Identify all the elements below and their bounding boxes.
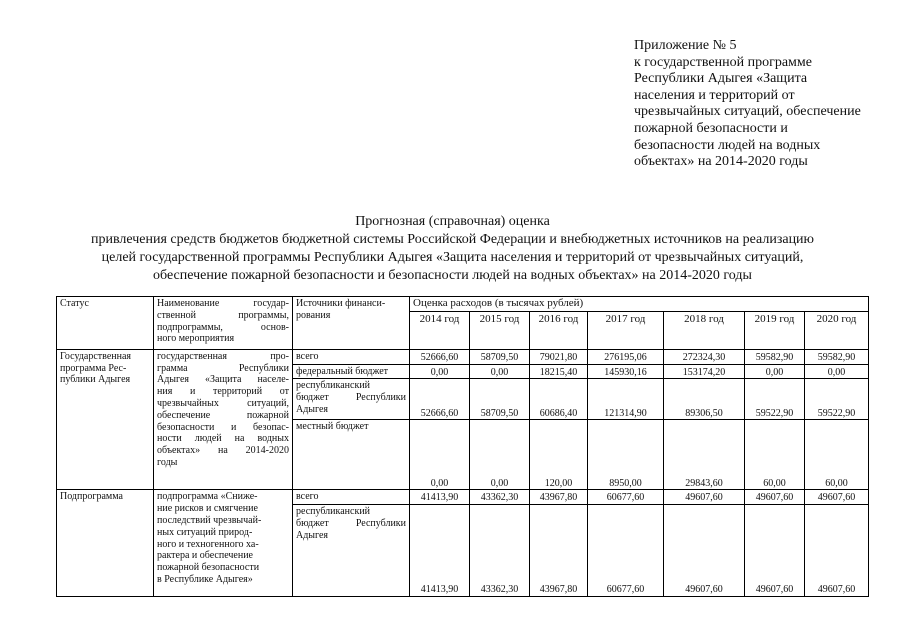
value-cell: 59522,90 xyxy=(745,379,805,420)
value-cell: 60,00 xyxy=(805,420,869,490)
value-cell: 145930,16 xyxy=(588,364,664,379)
value-cell: 49607,60 xyxy=(805,505,869,597)
appendix-line: чрезвычайных ситуаций, обеспечение xyxy=(634,104,861,120)
header-name-line: подпрограммы, основ- xyxy=(157,321,289,333)
header-source-line: Источники финанси- xyxy=(296,298,386,309)
source-line: всего xyxy=(296,350,319,362)
program-name-cell xyxy=(154,349,293,490)
appendix-line: Приложение № 5 xyxy=(634,38,737,53)
year-header: 2020 год xyxy=(805,311,869,349)
source-cell xyxy=(293,379,410,420)
header-source-line: рования xyxy=(296,309,331,321)
header-estimate: Оценка расходов (в тысячах рублей) xyxy=(410,297,869,312)
appendix-note xyxy=(634,38,896,171)
title-line: Прогнозная (справочная) оценка xyxy=(355,214,550,229)
status-line: программа Рес- xyxy=(60,362,127,374)
value-cell: 41413,90 xyxy=(410,505,470,597)
value-cell: 18215,40 xyxy=(530,364,588,379)
appendix-line: Республики Адыгея «Защита xyxy=(634,71,808,87)
value-cell: 276195,06 xyxy=(588,349,664,364)
program-name-line: ных ситуаций природ- xyxy=(157,526,253,538)
source-line: республиканский xyxy=(296,380,371,392)
status-line: публики Адыгея xyxy=(60,374,131,386)
program-name-line: ние рисков и смягчение xyxy=(157,503,258,515)
title-line: привлечения средств бюджетов бюджетной системы Российской Федерации и внебюджетных источников на реализацию xyxy=(90,232,815,247)
program-name-line: объектах» на 2014-2020 xyxy=(157,445,289,457)
title-line: целей государственной программы Республики Адыгея «Защита населения и территорий от чрезвычайных ситуаций, xyxy=(101,250,804,265)
value-cell: 60677,60 xyxy=(588,505,664,597)
value-cell: 0,00 xyxy=(745,364,805,379)
program-name-cell xyxy=(154,490,293,597)
value-cell: 52666,60 xyxy=(410,349,470,364)
program-name-line: годы xyxy=(157,456,178,468)
value-cell: 79021,80 xyxy=(530,349,588,364)
value-cell: 272324,30 xyxy=(664,349,745,364)
value-cell: 43967,80 xyxy=(530,505,588,597)
program-name-line: подпрограмма «Сниже- xyxy=(157,491,258,503)
table-header-row xyxy=(57,297,869,312)
year-header: 2019 год xyxy=(745,311,805,349)
program-name-line: ности людей на водных xyxy=(157,433,289,445)
value-cell: 52666,60 xyxy=(410,379,470,420)
value-cell: 0,00 xyxy=(470,364,530,379)
value-cell: 49607,60 xyxy=(805,490,869,505)
value-cell: 41413,90 xyxy=(410,490,470,505)
value-cell: 120,00 xyxy=(530,420,588,490)
value-cell: 49607,60 xyxy=(745,490,805,505)
value-cell: 49607,60 xyxy=(664,505,745,597)
status-cell xyxy=(57,490,154,597)
year-header: 2016 год xyxy=(530,311,588,349)
value-cell: 0,00 xyxy=(410,364,470,379)
document-title xyxy=(40,213,865,285)
appendix-line: пожарной безопасности и xyxy=(634,120,788,136)
value-cell: 58709,50 xyxy=(470,349,530,364)
value-cell: 0,00 xyxy=(805,364,869,379)
program-name-line: последствий чрезвычай- xyxy=(157,514,262,526)
source-line: всего xyxy=(296,491,319,503)
appendix-line: безопасности людей на водных xyxy=(634,137,821,153)
status-line: Подпрограмма xyxy=(60,491,123,503)
source-line: местный бюджет xyxy=(296,421,369,433)
program-name-line: государственная про- xyxy=(157,350,289,362)
header-name-line: ного мероприятия xyxy=(157,333,235,345)
title-line: обеспечение пожарной безопасности и безопасности людей на водных объектах» на 2014-2020 годы xyxy=(153,268,752,283)
source-line: бюджет Республики xyxy=(296,392,406,404)
value-cell: 43362,30 xyxy=(470,490,530,505)
program-name-line: обеспечение пожарной xyxy=(157,409,289,421)
value-cell: 60,00 xyxy=(745,420,805,490)
header-status: Статус xyxy=(57,297,154,350)
appendix-line: объектах» на 2014-2020 годы xyxy=(634,154,808,170)
value-cell: 29843,60 xyxy=(664,420,745,490)
value-cell: 0,00 xyxy=(470,420,530,490)
status-line: Государственная xyxy=(60,350,132,362)
value-cell: 153174,20 xyxy=(664,364,745,379)
program-name-line: ния и территорий от xyxy=(157,386,289,398)
source-line: бюджет Республики xyxy=(296,517,406,529)
header-name-line: Наименование государ- xyxy=(157,298,289,309)
program-name-line: грамма Республики xyxy=(157,362,289,374)
year-header: 2014 год xyxy=(410,311,470,349)
value-cell: 59582,90 xyxy=(805,349,869,364)
table-row xyxy=(57,490,869,505)
value-cell: 58709,50 xyxy=(470,379,530,420)
program-name-line: ного и техногенного ха- xyxy=(157,538,259,550)
value-cell: 43362,30 xyxy=(470,505,530,597)
program-name-line: рактера и обеспечение xyxy=(157,550,253,562)
value-cell: 8950,00 xyxy=(588,420,664,490)
source-cell xyxy=(293,420,410,490)
value-cell: 59582,90 xyxy=(745,349,805,364)
source-line: республиканский xyxy=(296,506,371,518)
program-name-line: Адыгея «Защита населе- xyxy=(157,374,289,386)
source-cell xyxy=(293,490,410,505)
value-cell: 43967,80 xyxy=(530,490,588,505)
value-cell: 49607,60 xyxy=(664,490,745,505)
program-name-line: в Республике Адыгея» xyxy=(157,573,253,585)
value-cell: 89306,50 xyxy=(664,379,745,420)
year-header: 2017 год xyxy=(588,311,664,349)
source-cell xyxy=(293,364,410,379)
status-cell xyxy=(57,349,154,490)
value-cell: 121314,90 xyxy=(588,379,664,420)
appendix-line: населения и территорий от xyxy=(634,87,795,103)
table-row xyxy=(57,349,869,364)
value-cell: 49607,60 xyxy=(745,505,805,597)
value-cell: 60686,40 xyxy=(530,379,588,420)
year-header: 2018 год xyxy=(664,311,745,349)
header-name xyxy=(154,297,293,350)
source-cell xyxy=(293,349,410,364)
source-line: федеральный бюджет xyxy=(296,365,389,377)
source-line: Адыгея xyxy=(296,403,329,415)
funding-table xyxy=(56,296,869,597)
header-source xyxy=(293,297,410,350)
source-cell xyxy=(293,505,410,597)
program-name-line: чрезвычайных ситуаций, xyxy=(157,397,289,409)
appendix-line: к государственной программе xyxy=(634,54,812,70)
value-cell: 59522,90 xyxy=(805,379,869,420)
source-line: Адыгея xyxy=(296,529,329,541)
value-cell: 0,00 xyxy=(410,420,470,490)
year-header: 2015 год xyxy=(470,311,530,349)
program-name-line: пожарной безопасности xyxy=(157,562,260,574)
value-cell: 60677,60 xyxy=(588,490,664,505)
program-name-line: безопасности и безопас- xyxy=(157,421,289,433)
header-name-line: ственной программы, xyxy=(157,309,289,321)
